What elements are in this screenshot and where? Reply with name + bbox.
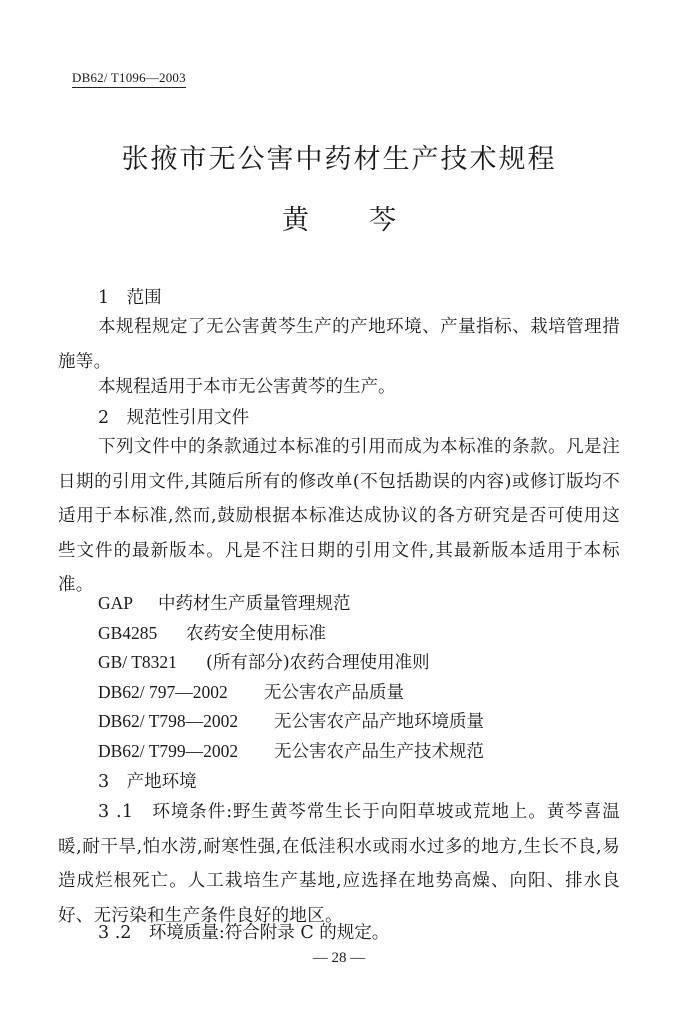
reference-code: DB62/ T799—2002 [98, 741, 239, 761]
section-1-heading: 1 范围 [98, 288, 162, 308]
section-2-heading: 2 规范性引用文件 [98, 408, 250, 428]
section-3-heading: 3 产地环境 [98, 772, 197, 792]
reference-name: 农药安全使用标准 [186, 624, 326, 644]
reference-code: DB62/ 797—2002 [98, 682, 228, 702]
reference-code: GB4285 [98, 623, 158, 643]
reference-item [98, 618, 326, 649]
reference-code: DB62/ T798—2002 [98, 711, 239, 731]
reference-name: (所有部分)农药合理使用准则 [206, 653, 430, 673]
section-1-paragraph-2: 本规程适用于本市无公害黄芩的生产。 [98, 377, 396, 397]
document-subtitle [0, 203, 678, 239]
reference-item [98, 647, 430, 678]
section-3-2-paragraph: 3 .2 环境质量:符合附录 C 的规定。 [98, 923, 390, 943]
section-3-1-paragraph: 3 .1 环境条件:野生黄芩常生长于向阳草坡或荒地上。黄芩喜温暖,耐干旱,怕水涝,耐寒性强,在低洼积水或雨水过多的地方,生长不良,易造成烂根死亡。人工栽培生产基地,应选择在地势高燥、向阳、排水良好、无污染和生产条件良好的地区。 [58, 802, 620, 926]
document-title: 张掖市无公害中药材生产技术规程 [121, 144, 557, 175]
reference-code: GB/ T8321 [98, 652, 177, 672]
subtitle-char-1: 黄 [282, 205, 309, 236]
section-2-paragraph-1: 下列文件中的条款通过本标准的引用而成为本标准的条款。凡是注日期的引用文件,其随后所有的修改单(不包括勘误的内容)或修订版均不适用于本标准,然而,鼓励根据本标准达成协议的各方研究是否可使用这些文件的最新版本。凡是不注日期的引用文件,其最新版本适用于本标准。 [58, 437, 620, 595]
reference-item [98, 677, 404, 708]
reference-item [98, 706, 484, 737]
document-code: DB62/ T1096—2003 [72, 70, 186, 88]
page-number: — 28 — [312, 950, 366, 966]
reference-item [98, 736, 484, 767]
reference-name: 中药材生产质量管理规范 [158, 594, 351, 614]
reference-item [98, 588, 351, 619]
section-1-paragraph-1: 本规程规定了无公害黄芩生产的产地环境、产量指标、栽培管理措施等。 [58, 317, 620, 372]
reference-name: 无公害农产品生产技术规范 [274, 742, 484, 762]
subtitle-char-2: 芩 [369, 205, 396, 236]
reference-name: 无公害农产品质量 [264, 683, 404, 703]
reference-name: 无公害农产品产地环境质量 [274, 712, 484, 732]
reference-code: GAP [98, 593, 134, 613]
